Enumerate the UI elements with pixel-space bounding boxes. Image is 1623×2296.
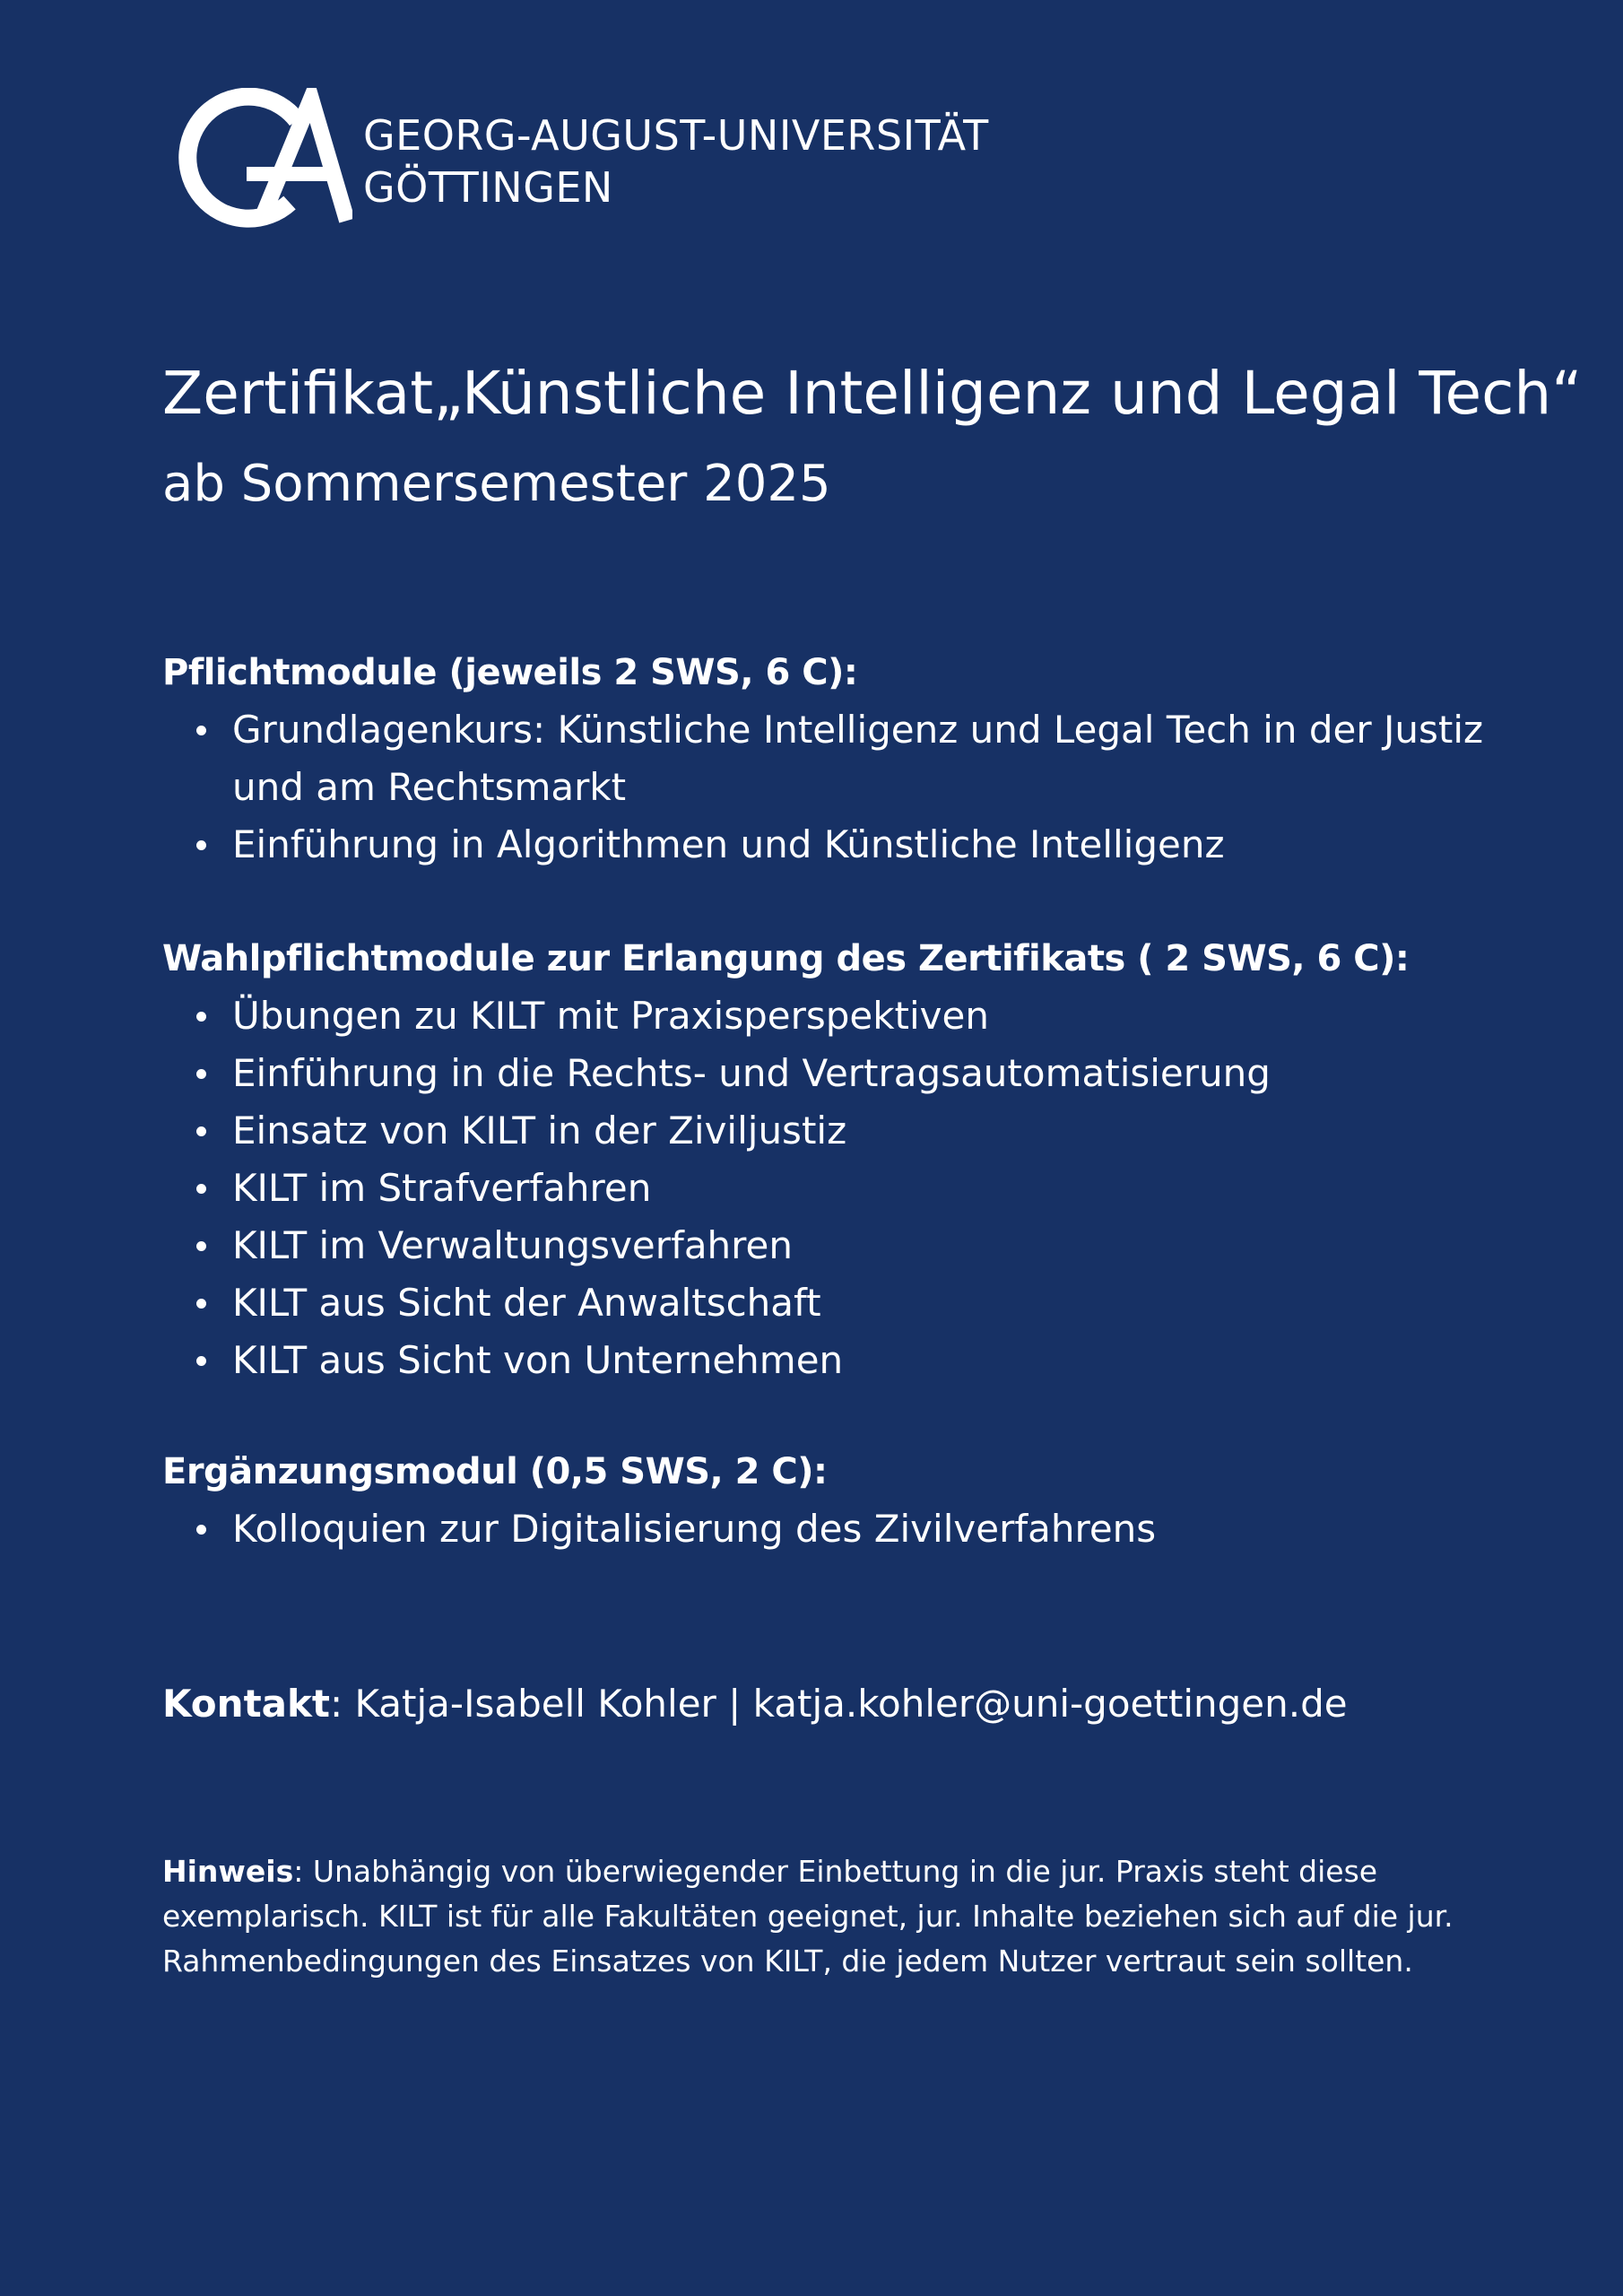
list-item xyxy=(162,1160,1489,1217)
bullet-icon xyxy=(196,726,206,735)
list-item xyxy=(162,987,1489,1045)
note-label: Hinweis xyxy=(162,1854,294,1889)
university-name-line2: GÖTTINGEN xyxy=(363,163,613,212)
certificate-subtitle: ab Sommersemester 2025 xyxy=(162,455,831,513)
list-item xyxy=(162,1045,1489,1102)
list-item xyxy=(162,1500,1489,1558)
bullet-icon xyxy=(196,1069,206,1079)
section-heading: Pflichtmodule (jeweils 2 SWS, 6 C): xyxy=(162,652,858,693)
module-list xyxy=(162,1500,1489,1558)
list-item xyxy=(162,1274,1489,1332)
section-heading: Wahlpflichtmodule zur Erlangung des Zertifikats ( 2 SWS, 6 C): xyxy=(162,938,1410,979)
contact-line xyxy=(162,1675,1348,1733)
section-heading: Ergänzungsmodul (0,5 SWS, 2 C): xyxy=(162,1451,828,1492)
list-item xyxy=(162,1332,1489,1389)
list-item xyxy=(162,701,1489,816)
contact-details: : Katja-Isabell Kohler | katja.kohler@uni-goettingen.de xyxy=(330,1682,1348,1726)
note-text: : Unabhängig von überwiegender Einbettung in die jur. Praxis steht diese exemplarisch. KILT ist für alle Fakultäten geeignet, jur. Inhalte beziehen sich auf die jur. Rahmenbedingungen des Einsatzes von KILT, die jedem Nutzer vertraut sein sollten. xyxy=(162,1854,1454,1979)
list-item-text: Grundlagenkurs: Künstliche Intelligenz und Legal Tech in der Justiz und am Rechtsmarkt xyxy=(232,708,1484,809)
list-item-text: Einsatz von KILT in der Ziviljustiz xyxy=(232,1109,847,1152)
section-ergaenzungsmodul xyxy=(162,1443,1489,1558)
bullet-icon xyxy=(196,840,206,850)
bullet-icon xyxy=(196,1184,206,1194)
bullet-icon xyxy=(196,1241,206,1251)
bullet-icon xyxy=(196,1299,206,1309)
university-name xyxy=(363,109,989,213)
list-item-text: Einführung in Algorithmen und Künstliche Intelligenz xyxy=(232,822,1225,866)
certificate-title: Zertifikat„Künstliche Intelligenz und Legal Tech“ xyxy=(162,359,1583,428)
list-item-text: KILT aus Sicht der Anwaltschaft xyxy=(232,1281,821,1325)
list-item-text: Kolloquien zur Digitalisierung des Zivilverfahrens xyxy=(232,1507,1157,1551)
ga-monogram-logo-icon xyxy=(162,88,352,235)
contact-label: Kontakt xyxy=(162,1682,330,1726)
document-page xyxy=(162,0,1583,2296)
list-item-text: Einführung in die Rechts- und Vertragsautomatisierung xyxy=(232,1051,1271,1095)
note-paragraph xyxy=(162,1849,1454,1984)
bullet-icon xyxy=(196,1356,206,1366)
list-item xyxy=(162,816,1489,874)
list-item-text: KILT im Verwaltungsverfahren xyxy=(232,1223,793,1267)
list-item-text: KILT aus Sicht von Unternehmen xyxy=(232,1338,844,1382)
university-name-line1: GEORG-AUGUST-UNIVERSITÄT xyxy=(363,111,989,160)
bullet-icon xyxy=(196,1126,206,1136)
bullet-icon xyxy=(196,1525,206,1535)
bullet-icon xyxy=(196,1012,206,1022)
university-header xyxy=(162,88,989,235)
module-list xyxy=(162,987,1489,1389)
list-item xyxy=(162,1102,1489,1160)
section-pflichtmodule xyxy=(162,644,1489,874)
list-item-text: KILT im Strafverfahren xyxy=(232,1166,652,1210)
section-wahlpflichtmodule xyxy=(162,930,1489,1389)
module-list xyxy=(162,701,1489,874)
list-item xyxy=(162,1217,1489,1274)
list-item-text: Übungen zu KILT mit Praxisperspektiven xyxy=(232,994,989,1038)
